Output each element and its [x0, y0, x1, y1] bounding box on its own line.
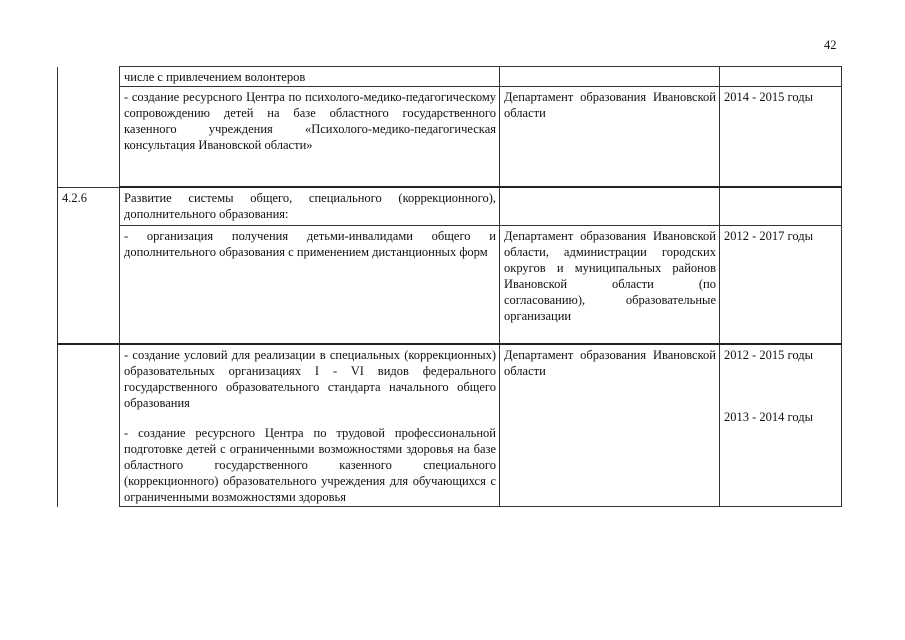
- table-row: [58, 226, 842, 345]
- executor-text: Департамент образования Ивановской области: [500, 344, 720, 507]
- spacer: [124, 411, 496, 425]
- period-text: 2014 - 2015 годы: [720, 87, 842, 188]
- measure-text: Развитие системы общего, специального (коррекционного), дополнительного образования:: [120, 187, 500, 226]
- period-text: 2012 - 2015 годы: [724, 348, 814, 362]
- row-number: [58, 67, 120, 87]
- measure-text: числе с привлечением волонтеров: [120, 67, 500, 87]
- executor-text: [500, 67, 720, 87]
- table-row: [58, 67, 842, 87]
- table-row: [58, 87, 842, 188]
- row-number: [58, 344, 120, 507]
- period-text-2: 2013 - 2014 годы: [724, 410, 814, 424]
- period-text: [720, 187, 842, 226]
- measure-text: - организация получения детьми-инвалидами общего и дополнительного образования с применением дистанционных форм: [120, 226, 500, 345]
- table-row: [58, 344, 842, 507]
- measure-text: - создание ресурсного Центра по психолого-медико-педагогическому сопровождению детей на базе областного государственного казенного учреждения «Психолого-медико-педагогическая консультация Ивановской области»: [120, 87, 500, 188]
- executor-text: Департамент образования Ивановской области: [500, 87, 720, 188]
- measure-text-2: - создание ресурсного Центра по трудовой профессиональной подготовке детей с ограниченными возможностями здоровья на базе областного государственного казенного специального (коррекционного) образовательного учреждения для обучающихся с ограниченными возможностями здоровья: [124, 426, 496, 504]
- measure-text: - создание условий для реализации в специальных (коррекционных) образовательных организациях I - VI видов федерального государственного образовательного стандарта начального общего образования: [124, 348, 496, 410]
- row-number: [58, 87, 120, 188]
- period-text: 2012 - 2017 годы: [720, 226, 842, 345]
- measures-table: [57, 66, 842, 507]
- measure-cell: [120, 344, 500, 507]
- row-number: [58, 226, 120, 345]
- row-number: 4.2.6: [58, 187, 120, 226]
- table-row: [58, 187, 842, 226]
- period-text: [720, 67, 842, 87]
- executor-text: [500, 187, 720, 226]
- page-number: 42: [824, 38, 837, 52]
- executor-text: Департамент образования Ивановской области, администрации городских округов и муниципальных районов Ивановской области (по согласованию), образовательные организации: [500, 226, 720, 345]
- period-cell: [720, 344, 842, 507]
